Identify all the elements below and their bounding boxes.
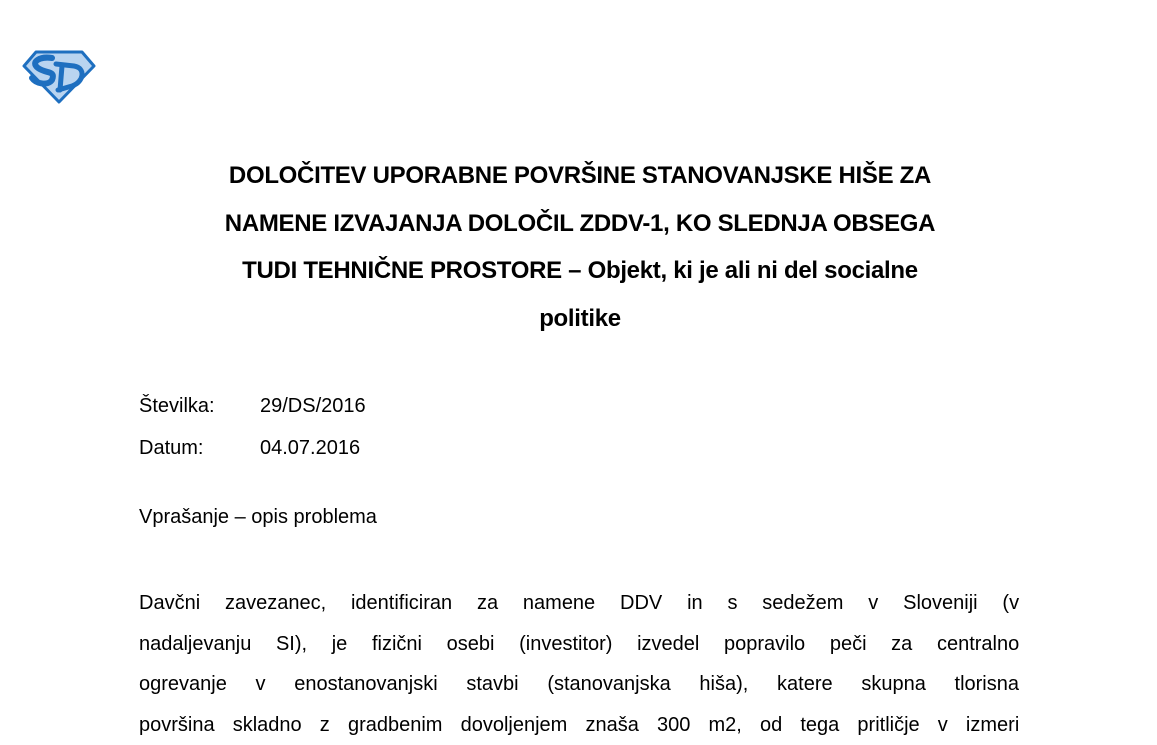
body-line: Davčni zavezanec, identificiran za namene DDV in s sedežem v Sloveniji (v xyxy=(139,583,1019,624)
document-title xyxy=(140,152,1020,342)
document-meta xyxy=(139,385,366,469)
sd-logo-icon xyxy=(22,50,96,104)
date-value: 04.07.2016 xyxy=(260,427,360,469)
title-line: TUDI TEHNIČNE PROSTORE – Objekt, ki je ali ni del socialne xyxy=(140,247,1020,295)
title-line: DOLOČITEV UPORABNE POVRŠINE STANOVANJSKE HIŠE ZA xyxy=(140,152,1020,200)
body-line: nadaljevanju SI), je fizični osebi (investitor) izvedel popravilo peči za centralno xyxy=(139,624,1019,665)
title-line: NAMENE IZVAJANJA DOLOČIL ZDDV-1, KO SLEDNJA OBSEGA xyxy=(140,200,1020,248)
body-line: ogrevanje v enostanovanjski stavbi (stanovanjska hiša), katere skupna tlorisna xyxy=(139,664,1019,705)
number-row xyxy=(139,385,366,427)
date-label: Datum: xyxy=(139,427,260,469)
body-paragraph xyxy=(139,583,1019,745)
title-line: politike xyxy=(140,295,1020,343)
logo xyxy=(22,50,96,104)
date-row xyxy=(139,427,366,469)
question-heading: Vprašanje – opis problema xyxy=(139,506,377,529)
body-line: površina skladno z gradbenim dovoljenjem znaša 300 m2, od tega pritličje v izmeri xyxy=(139,705,1019,745)
number-value: 29/DS/2016 xyxy=(260,385,366,427)
number-label: Številka: xyxy=(139,385,260,427)
